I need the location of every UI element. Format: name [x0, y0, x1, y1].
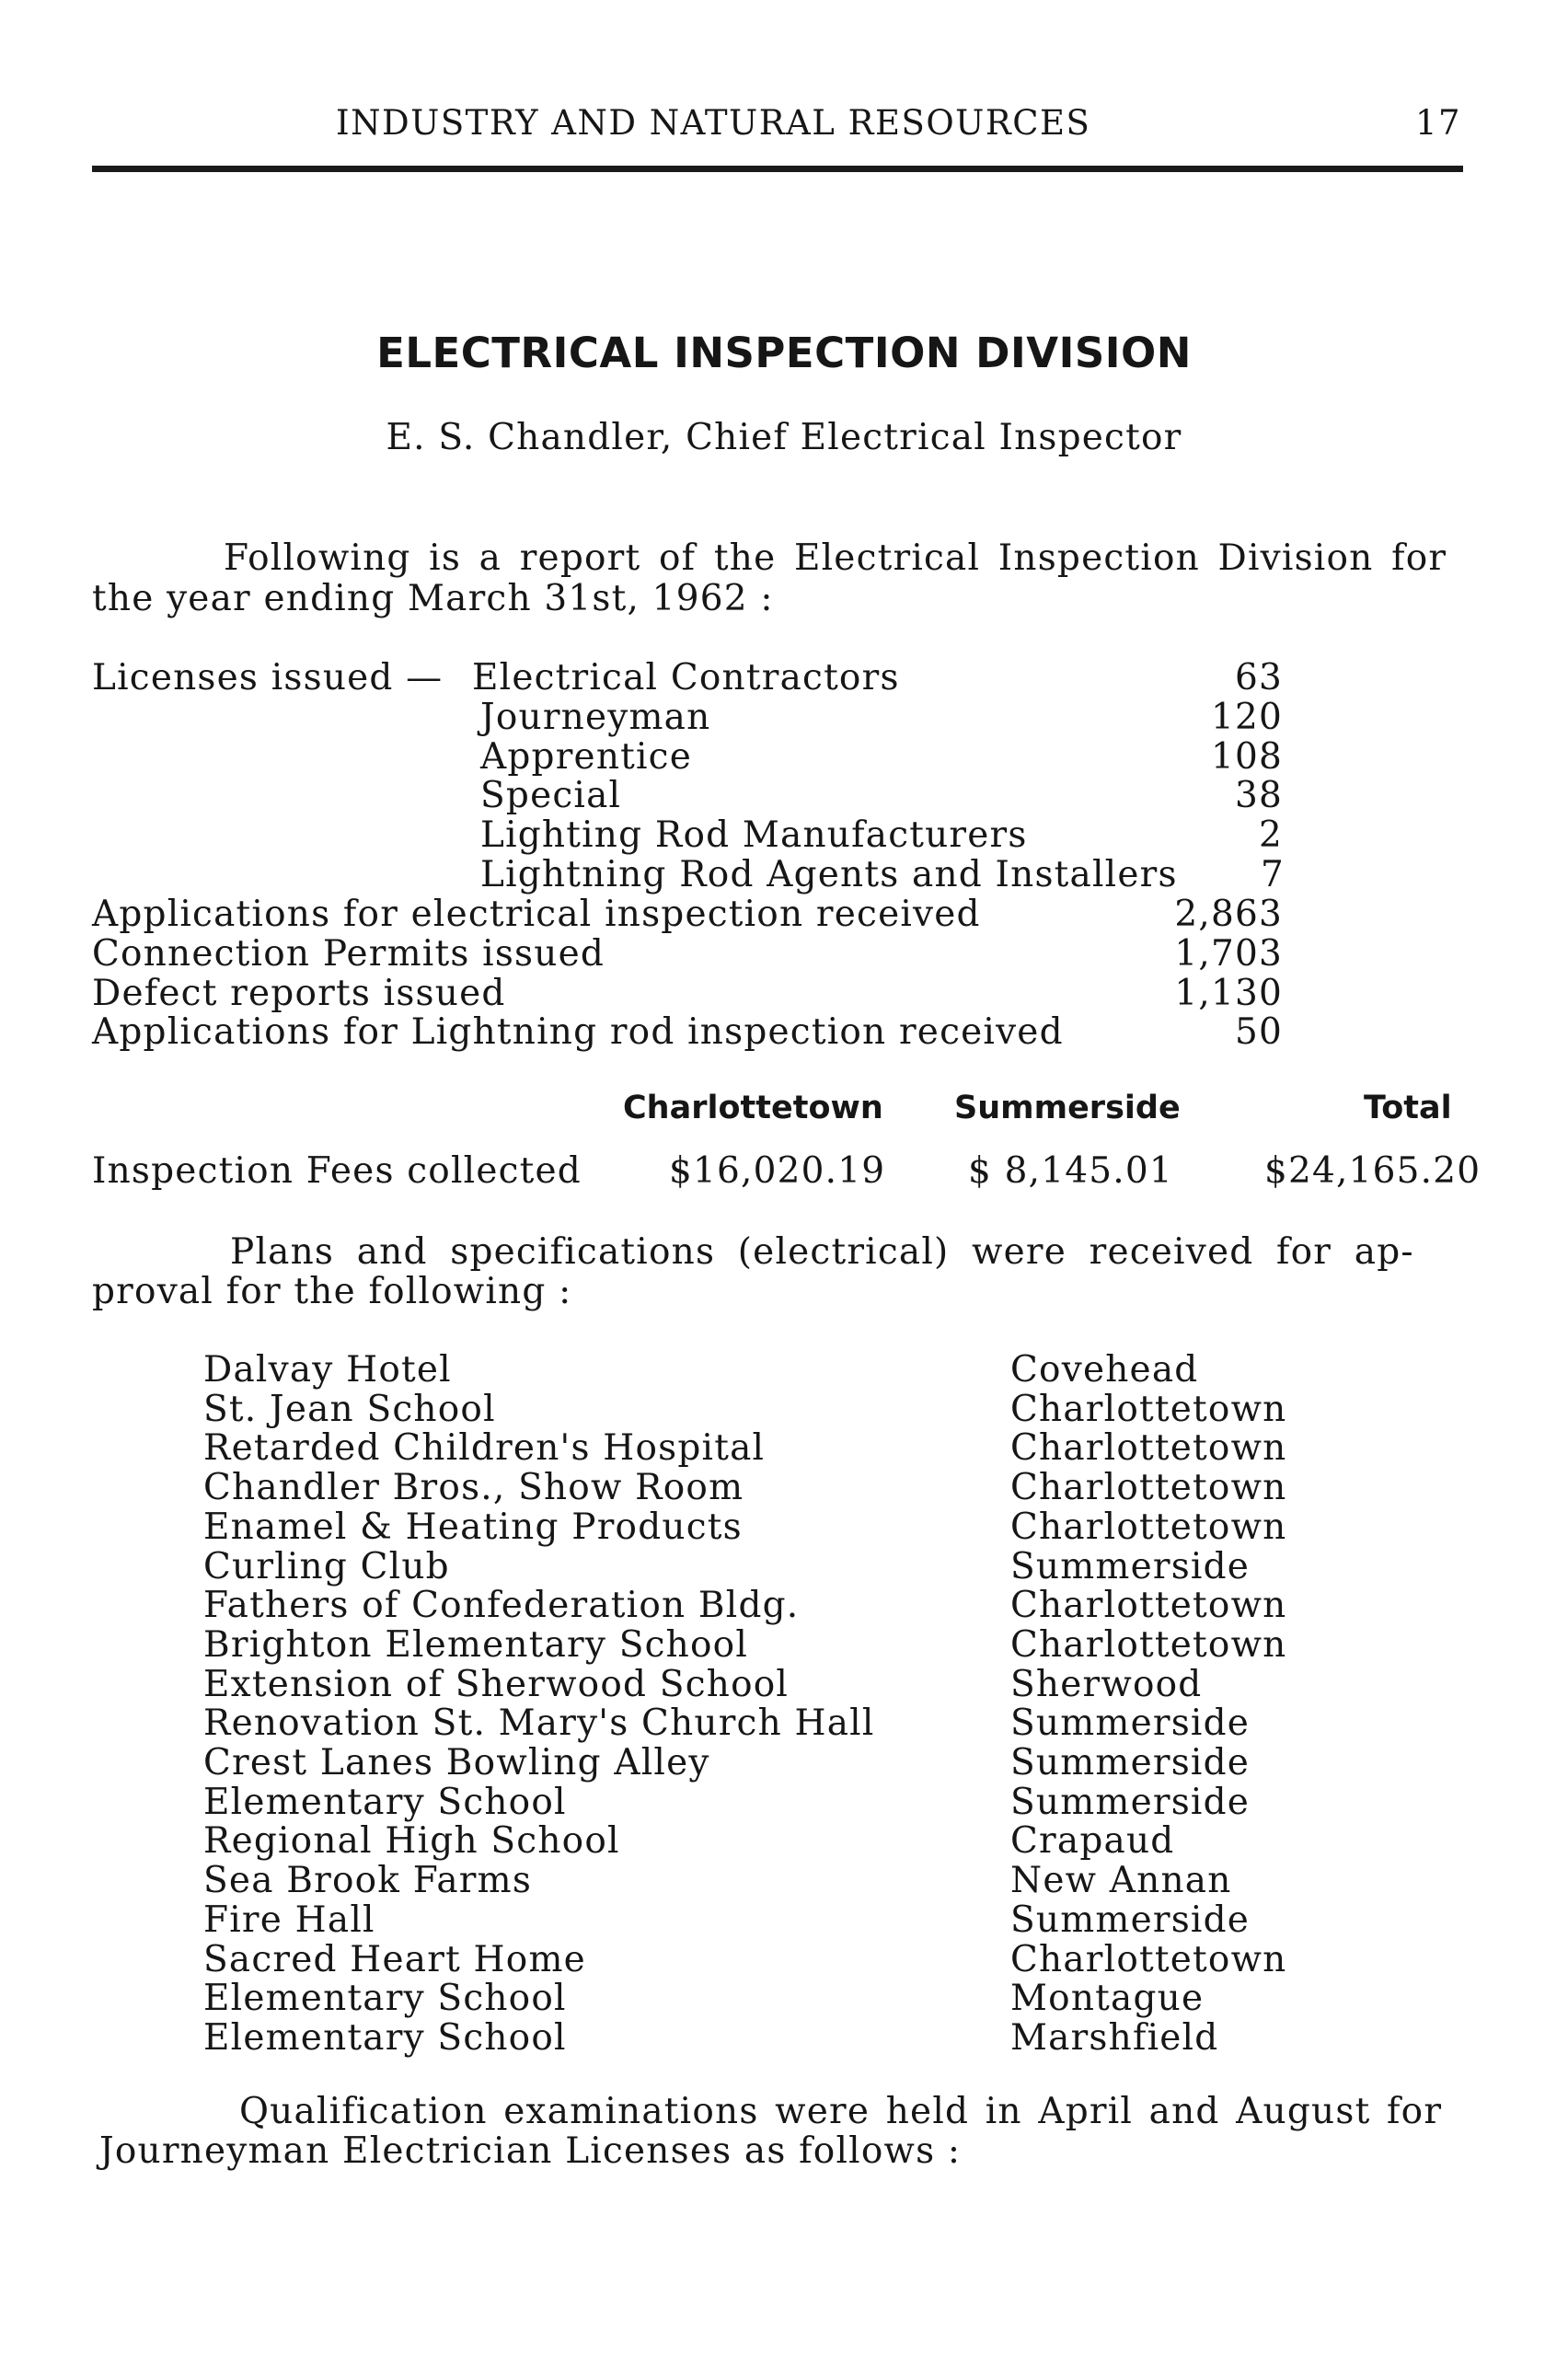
project-name: Crest Lanes Bowling Alley: [203, 1742, 710, 1783]
project-place: Charlottetown: [1010, 1506, 1287, 1548]
licenses-lead: Licenses issued —: [92, 657, 444, 698]
closing-line-2: Journeyman Electrician Licenses as follows :: [99, 2130, 962, 2172]
running-title: INDUSTRY AND NATURAL RESOURCES: [336, 103, 1091, 143]
project-place: Charlottetown: [1010, 1623, 1287, 1666]
project-place: Charlottetown: [1010, 1585, 1287, 1627]
fees-header-charlottetown: Charlottetown: [623, 1090, 883, 1126]
stat-label: Applications for electrical inspection received: [92, 894, 981, 935]
project-name: Dalvay Hotel: [203, 1349, 452, 1391]
license-value: 2: [1258, 814, 1283, 857]
project-place: Montague: [1010, 1978, 1205, 2020]
project-name: Fire Hall: [203, 1899, 375, 1941]
section-byline: E. S. Chandler, Chief Electrical Inspector: [386, 417, 1182, 458]
stat-label: Connection Permits issued: [92, 932, 605, 975]
license-label: Journeyman: [480, 696, 711, 738]
project-name: Extension of Sherwood School: [203, 1663, 790, 1705]
project-place: Crapaud: [1010, 1820, 1175, 1863]
closing-line-1: Qualification examinations were held in April and August for: [239, 2091, 1443, 2132]
project-place: Summerside: [1010, 1781, 1251, 1823]
project-place: Charlottetown: [1010, 1427, 1287, 1470]
stat-label: Applications for Lightning rod inspection received: [92, 1011, 1064, 1054]
license-value: 108: [1210, 735, 1283, 778]
project-name: Retarded Children's Hospital: [203, 1427, 766, 1470]
intro-line-1: Following is a report of the Electrical Inspection Division for: [224, 537, 1447, 579]
fees-header-total: Total: [1364, 1090, 1452, 1126]
section-title: ELECTRICAL INSPECTION DIVISION: [376, 329, 1192, 377]
license-label: Lighting Rod Manufacturers: [480, 814, 1028, 857]
project-place: Sherwood: [1010, 1663, 1203, 1705]
stat-value: 1,703: [1174, 932, 1283, 975]
stat-value: 2,863: [1174, 894, 1283, 935]
project-name: Brighton Elementary School: [203, 1623, 749, 1666]
plans-line-2: proval for the following :: [92, 1271, 572, 1312]
header-rule: [92, 166, 1463, 172]
fees-summerside: $ 8,145.01: [968, 1150, 1173, 1192]
project-place: Summerside: [1010, 1702, 1251, 1745]
project-name: Sea Brook Farms: [203, 1860, 533, 1902]
project-name: Elementary School: [203, 1978, 567, 2020]
project-place: Charlottetown: [1010, 1388, 1287, 1430]
license-value: 63: [1234, 657, 1283, 698]
project-name: Renovation St. Mary's Church Hall: [203, 1702, 875, 1745]
project-place: Charlottetown: [1010, 1938, 1287, 1980]
project-name: Curling Club: [203, 1545, 450, 1587]
license-label: Lightning Rod Agents and Installers: [480, 854, 1178, 895]
stat-value: 50: [1234, 1011, 1283, 1054]
plans-line-1: Plans and specifications (electrical) were received for ap-: [230, 1231, 1414, 1273]
project-name: Elementary School: [203, 1781, 567, 1823]
project-name: Chandler Bros., Show Room: [203, 1467, 744, 1509]
fees-header-summerside: Summerside: [954, 1090, 1181, 1126]
project-name: Elementary School: [203, 2016, 567, 2059]
project-place: Charlottetown: [1010, 1467, 1287, 1509]
project-name: Enamel & Heating Products: [203, 1506, 743, 1548]
stat-label: Defect reports issued: [92, 972, 506, 1014]
project-place: Covehead: [1010, 1349, 1199, 1391]
fees-charlottetown: $16,020.19: [669, 1150, 886, 1192]
project-place: Marshfield: [1010, 2016, 1219, 2059]
license-value: 38: [1234, 775, 1283, 817]
license-label: Electrical Contractors: [472, 657, 900, 698]
fees-label: Inspection Fees collected: [92, 1150, 582, 1192]
page-number: 17: [1415, 103, 1462, 143]
project-name: Sacred Heart Home: [203, 1938, 586, 1980]
license-value: 120: [1210, 696, 1283, 738]
license-label: Apprentice: [480, 735, 693, 778]
project-name: Regional High School: [203, 1820, 620, 1863]
intro-line-2: the year ending March 31st, 1962 :: [92, 578, 774, 619]
project-name: St. Jean School: [203, 1388, 496, 1430]
license-value: 7: [1260, 854, 1285, 895]
project-place: Summerside: [1010, 1742, 1251, 1783]
project-place: New Annan: [1010, 1860, 1232, 1902]
project-place: Summerside: [1010, 1899, 1251, 1941]
fees-total: $24,165.20: [1264, 1150, 1482, 1192]
license-label: Special: [480, 775, 622, 817]
project-name: Fathers of Confederation Bldg.: [203, 1585, 800, 1627]
stat-value: 1,130: [1174, 972, 1283, 1014]
project-place: Summerside: [1010, 1545, 1251, 1587]
